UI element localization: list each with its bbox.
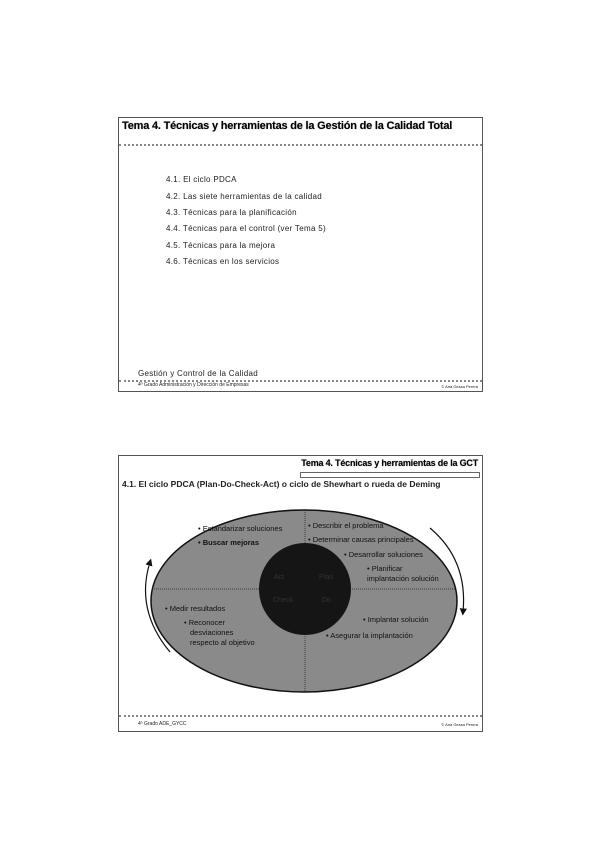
quadrant-check: Check <box>273 597 293 604</box>
act-item: • Buscar mejoras <box>198 538 259 547</box>
plan-item: • Determinar causas principales <box>308 535 414 544</box>
check-item: respecto al objetivo <box>190 638 255 647</box>
do-item: • Asegurar la implantación <box>326 631 413 640</box>
toc-item: 4.2. Las siete herramientas de la calidad <box>166 192 322 201</box>
pdca-core-circle <box>259 543 351 635</box>
subject-label: Gestión y Control de la Calidad <box>138 369 259 378</box>
footer-right: © Ana Gessa Perera <box>441 722 478 727</box>
check-item: desviaciones <box>190 628 234 637</box>
slide-1-title: Tema 4. Técnicas y herramientas de la Gestión de la Calidad Total <box>122 120 453 132</box>
footer-right: © Ana Gessa Perera <box>441 384 478 389</box>
divider <box>119 715 482 717</box>
do-item: • Implantar solución <box>363 615 429 624</box>
toc-item: 4.4. Técnicas para el control (ver Tema 5) <box>166 224 326 233</box>
toc-item: 4.1. El ciclo PDCA <box>166 175 237 184</box>
toc-item: 4.3. Técnicas para la planificación <box>166 208 297 217</box>
plan-item: implantación solución <box>367 574 439 583</box>
plan-item: • Desarrollar soluciones <box>344 550 423 559</box>
check-item: • Reconocer <box>184 618 225 627</box>
plan-item: • Describir el problema <box>308 521 384 530</box>
footer-left: 4º Grado ADE_GYCC <box>138 721 187 727</box>
footer-left: 4º Grado Administración y Dirección de Empresas <box>138 382 249 388</box>
plan-item: • Planificar <box>367 564 403 573</box>
slide-2-title: Tema 4. Técnicas y herramientas de la GCT <box>301 458 478 468</box>
check-item: • Medir resultados <box>165 604 226 613</box>
quadrant-do: Do <box>322 597 331 604</box>
act-item: • Estandarizar soluciones <box>198 524 283 533</box>
quadrant-plan: Plan <box>319 574 334 581</box>
toc-item: 4.5. Técnicas para la mejora <box>166 241 276 250</box>
quadrant-act: Act <box>274 574 285 581</box>
toc-item: 4.6. Técnicas en los servicios <box>166 257 280 266</box>
slide-2-heading: 4.1. El ciclo PDCA (Plan-Do-Check-Act) o ciclo de Shewhart o rueda de Deming <box>122 479 441 489</box>
